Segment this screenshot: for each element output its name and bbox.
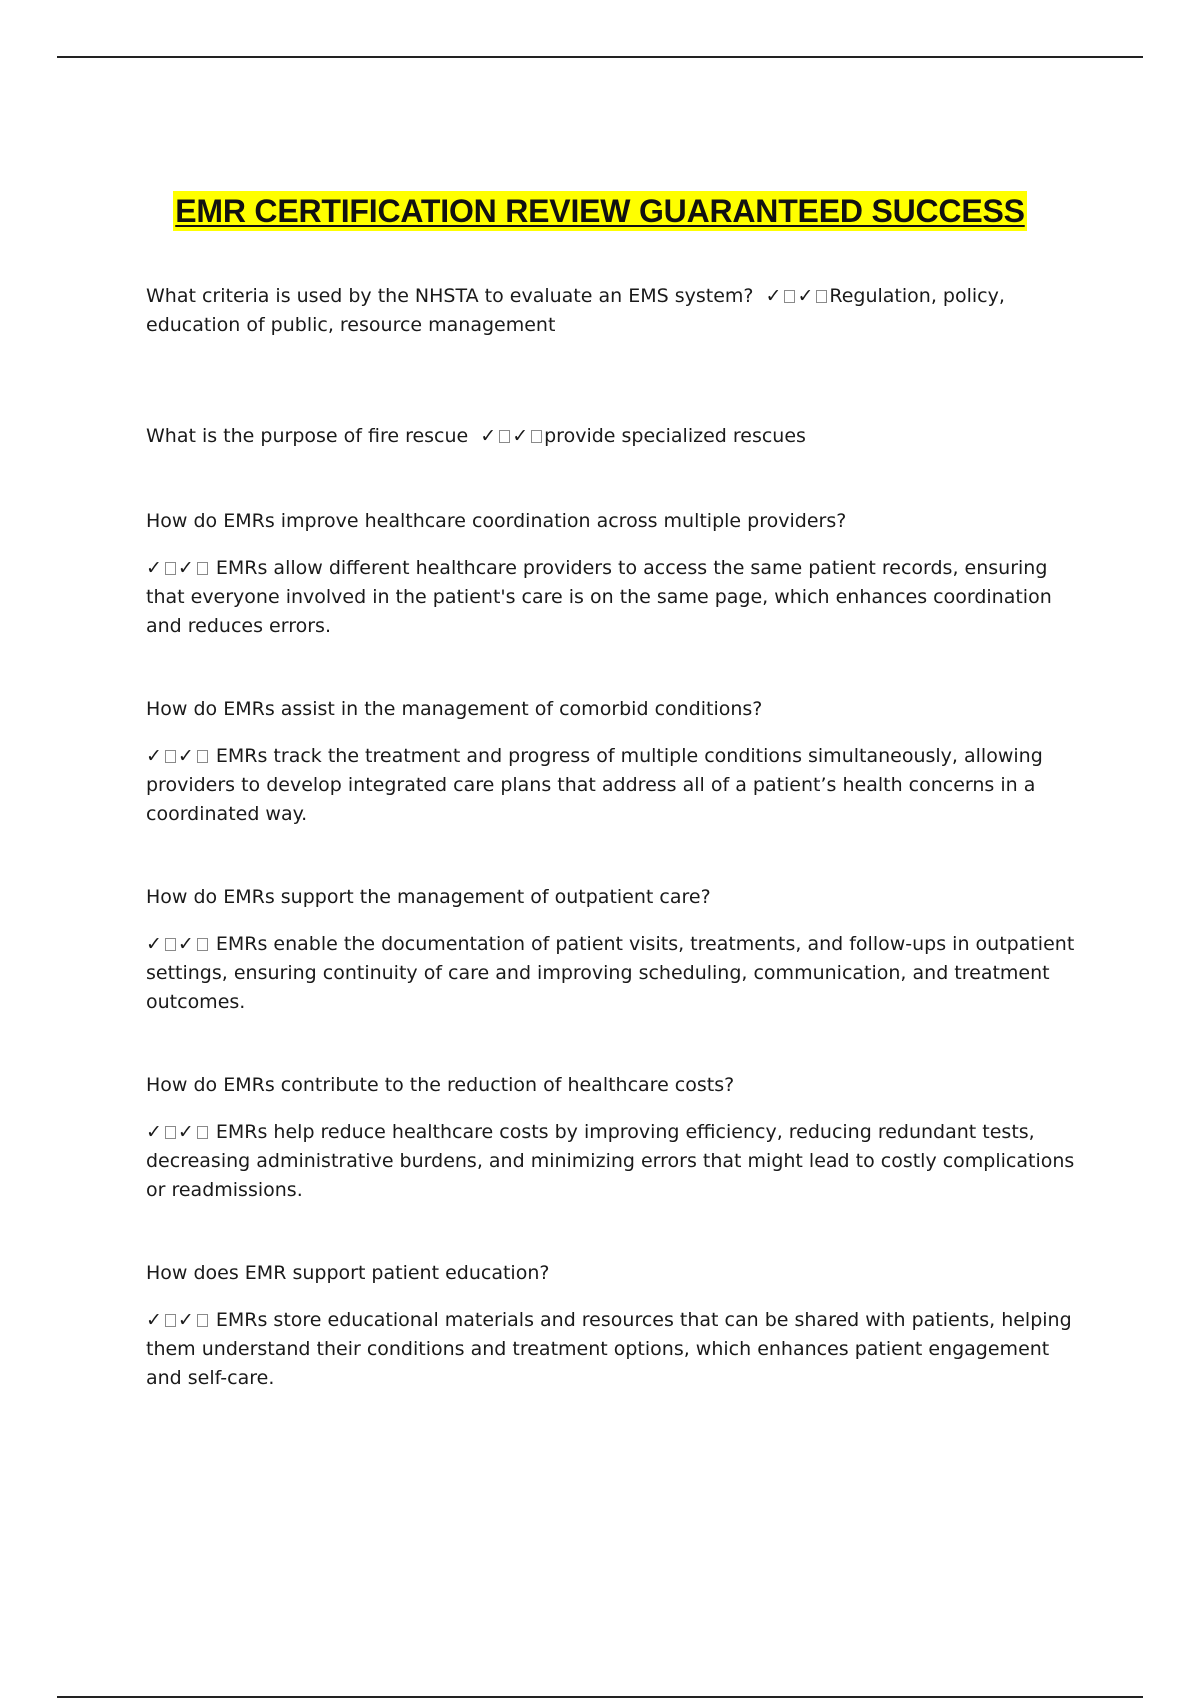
- answer-paragraph: [146, 930, 1086, 1017]
- answer-text: EMRs help reduce healthcare costs by improving efficiency, reducing redundant tests, decreasing administrative burdens, and minimizing errors that might lead to costly complications or readmissions.: [146, 1121, 1075, 1201]
- bottom-rule: [57, 1696, 1143, 1698]
- qa-item: [146, 1071, 1086, 1205]
- title-wrap: [0, 191, 1200, 231]
- qa-item: [146, 695, 1086, 829]
- qa-list: [146, 282, 1086, 1393]
- qa-item: [146, 282, 1086, 340]
- qa-item: [146, 1259, 1086, 1393]
- question-text: What is the purpose of fire rescue: [146, 425, 469, 447]
- answer-text: EMRs store educational materials and resources that can be shared with patients, helping them understand their conditions and treatment options, which enhances patient engagement and self-care.: [146, 1309, 1072, 1389]
- answer-text: Regulation, policy, education of public, resource management: [146, 285, 1005, 336]
- question-text: What criteria is used by the NHSTA to evaluate an EMS system?: [146, 285, 754, 307]
- answer-marker-icon: ✓ ✓: [146, 745, 210, 767]
- answer-paragraph: [146, 742, 1086, 829]
- answer-marker-icon: ✓ ✓: [146, 933, 210, 955]
- answer-marker-icon: ✓ ✓: [480, 425, 544, 447]
- question-text: How do EMRs contribute to the reduction of healthcare costs?: [146, 1074, 735, 1096]
- answer-text: provide specialized rescues: [544, 425, 806, 447]
- answer-paragraph: [146, 1306, 1086, 1393]
- answer-paragraph: [146, 1118, 1086, 1205]
- top-rule: [57, 56, 1143, 58]
- answer-marker-icon: ✓ ✓: [146, 557, 210, 579]
- qa-item: [146, 883, 1086, 1017]
- answer-marker-icon: ✓ ✓: [146, 1121, 210, 1143]
- question-text: How do EMRs support the management of outpatient care?: [146, 886, 711, 908]
- answer-text: EMRs track the treatment and progress of multiple conditions simultaneously, allowing providers to develop integrated care plans that address all of a patient’s health concerns in a coordinated way.: [146, 745, 1043, 825]
- question-text: How do EMRs assist in the management of comorbid conditions?: [146, 698, 763, 720]
- answer-paragraph: [146, 554, 1086, 641]
- answer-text: EMRs allow different healthcare providers to access the same patient records, ensuring that everyone involved in the patient's care is on the same page, which enhances coordination and reduces errors.: [146, 557, 1052, 637]
- qa-item: [146, 507, 1086, 641]
- answer-marker-icon: ✓ ✓: [146, 1309, 210, 1331]
- answer-marker-icon: ✓ ✓: [766, 285, 830, 307]
- question-text: How do EMRs improve healthcare coordination across multiple providers?: [146, 510, 847, 532]
- qa-item: [146, 422, 1086, 451]
- answer-text: EMRs enable the documentation of patient visits, treatments, and follow-ups in outpatient settings, ensuring continuity of care and improving scheduling, communication, and treatment outcomes.: [146, 933, 1075, 1013]
- page-title: EMR CERTIFICATION REVIEW GUARANTEED SUCCESS: [175, 193, 1025, 229]
- question-text: How does EMR support patient education?: [146, 1262, 550, 1284]
